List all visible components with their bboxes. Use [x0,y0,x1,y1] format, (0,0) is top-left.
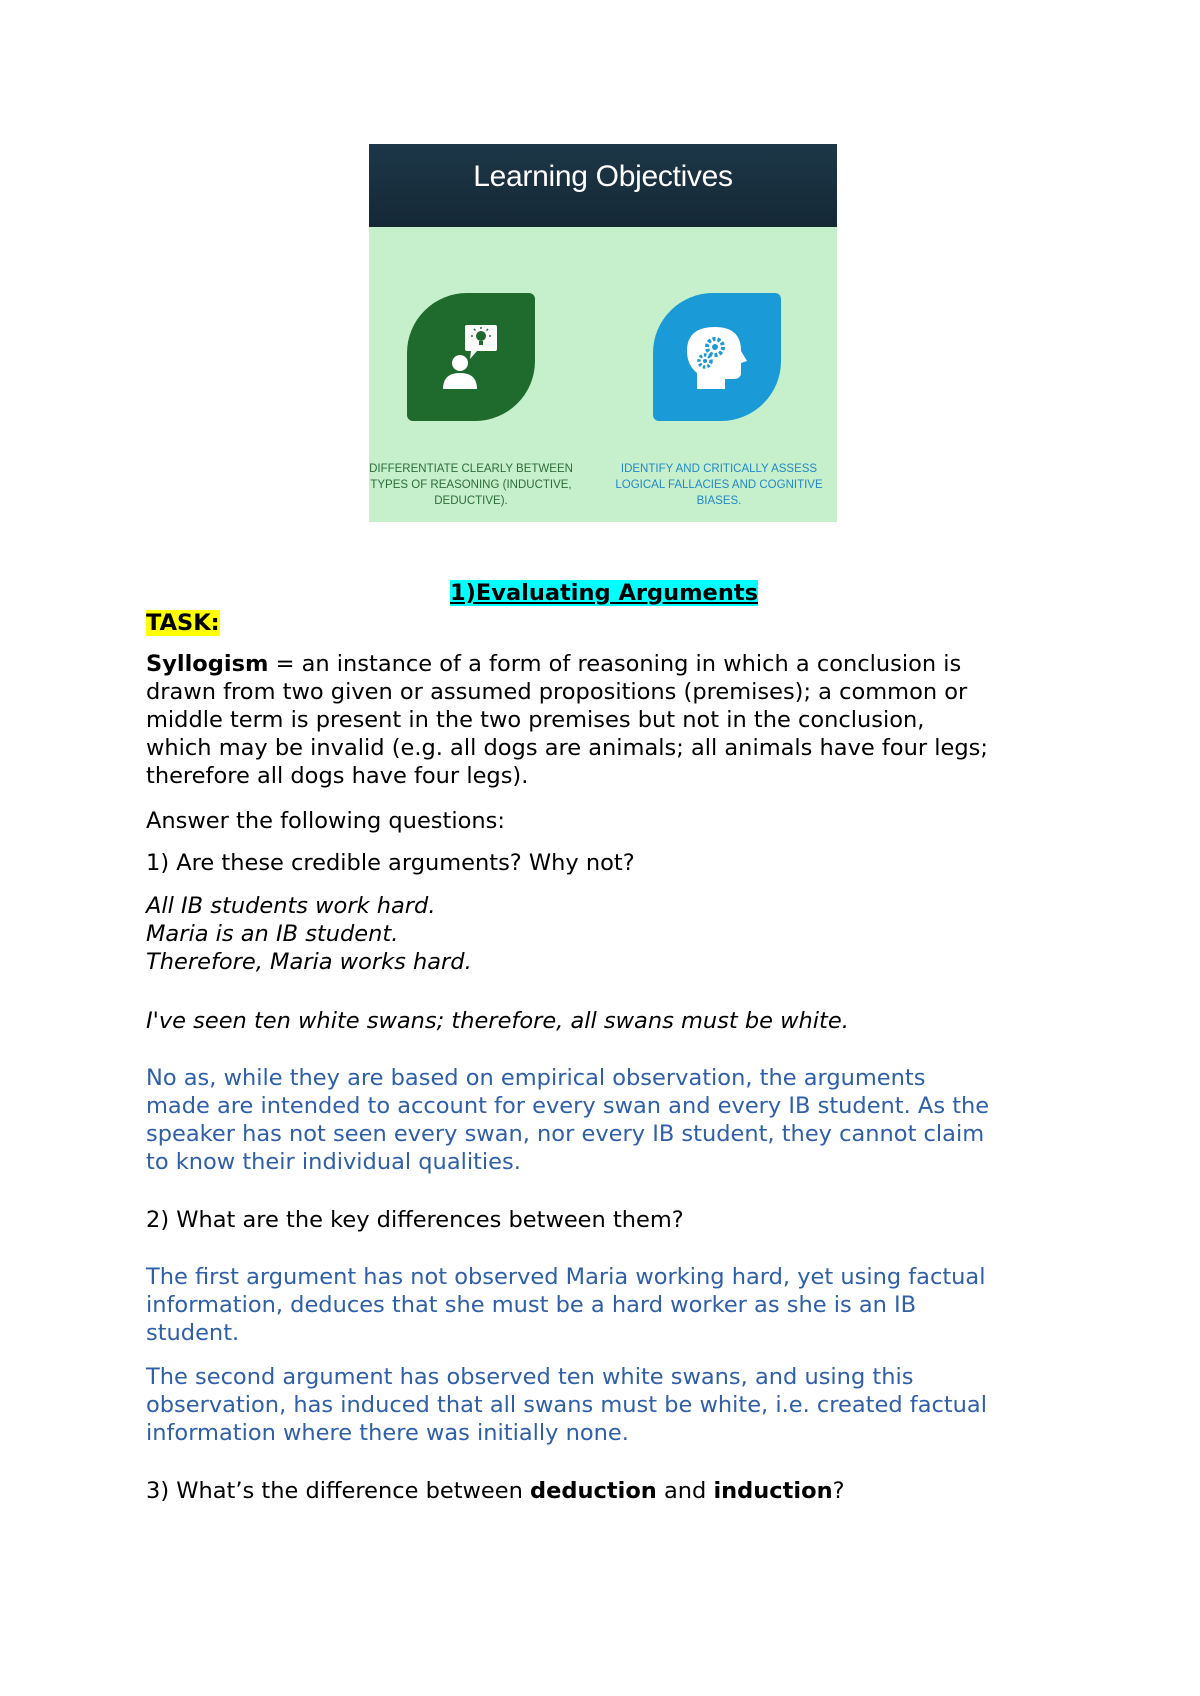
objective-card-fallacies [653,293,781,421]
question-2 [146,1206,1086,1234]
question-3-suffix: ? [832,1478,845,1504]
answer-line: student. [146,1320,240,1346]
definition-line: which may be invalid (e.g. all dogs are animals; all animals have four legs; [146,735,988,761]
syllogism-definition [146,650,1086,790]
answer-line: information, deduces that she must be a hard worker as she is an IB [146,1292,917,1318]
induction-term: induction [713,1478,833,1504]
question-2-text: 2) What are the key differences between them? [146,1207,684,1233]
answer-2a [146,1263,1086,1347]
section-heading [0,578,1200,608]
argument-2 [146,1007,1086,1035]
head-gears-icon [653,293,781,421]
argument-line: Maria is an IB student. [146,921,399,947]
definition-line: drawn from two given or assumed propositions (premises); a common or [146,679,968,705]
instructions-text: Answer the following questions: [146,808,505,834]
objective-card-reasoning [407,293,535,421]
definition-line-text: = an instance of a form of reasoning in which a conclusion is [268,651,962,677]
figure-header [369,144,837,227]
objective-text-fallacies: IDENTIFY AND CRITICALLY ASSESS LOGICAL FALLACIES AND COGNITIVE BIASES. [615,463,823,507]
person-idea-icon [407,293,535,421]
answer-line: The first argument has not observed Maria working hard, yet using factual [146,1264,986,1290]
question-1 [146,849,1086,877]
answer-line: information where there was initially none. [146,1420,629,1446]
definition-line: middle term is present in the two premises but not in the conclusion, [146,707,925,733]
argument-line: I've seen ten white swans; therefore, all swans must be white. [146,1008,849,1034]
syllogism-term: Syllogism [146,651,269,677]
answer-line: made are intended to account for every swan and every IB student. As the [146,1093,990,1119]
answer-line: No as, while they are based on empirical observation, the arguments [146,1065,926,1091]
answer-1 [146,1064,1086,1176]
definition-line: therefore all dogs have four legs). [146,763,529,789]
argument-line: All IB students work hard. [146,893,436,919]
question-3-middle: and [656,1478,714,1504]
question-3 [146,1477,1086,1505]
question-3-text [146,1477,1086,1505]
question-3-prefix: 3) What’s the difference between [146,1478,531,1504]
answer-2b [146,1363,1086,1447]
section-heading-text: 1)Evaluating Arguments [449,580,758,606]
task-label [146,608,220,638]
answer-line: speaker has not seen every swan, nor every IB student, they cannot claim [146,1121,985,1147]
task-label-text: TASK: [146,610,220,636]
answer-line: The second argument has observed ten white swans, and using this [146,1364,914,1390]
argument-1 [146,892,1086,976]
definition-line [146,650,1086,678]
instructions [146,807,1086,835]
figure-title: Learning Objectives [473,160,733,193]
deduction-term: deduction [530,1478,657,1504]
learning-objectives-figure [369,144,837,522]
answer-line: observation, has induced that all swans must be white, i.e. created factual [146,1392,987,1418]
question-1-text: 1) Are these credible arguments? Why not? [146,850,635,876]
answer-line: to know their individual qualities. [146,1149,521,1175]
argument-line: Therefore, Maria works hard. [146,949,472,975]
objective-text-reasoning: DIFFERENTIATE CLEARLY BETWEEN TYPES OF REASONING (INDUCTIVE, DEDUCTIVE). [369,463,573,507]
